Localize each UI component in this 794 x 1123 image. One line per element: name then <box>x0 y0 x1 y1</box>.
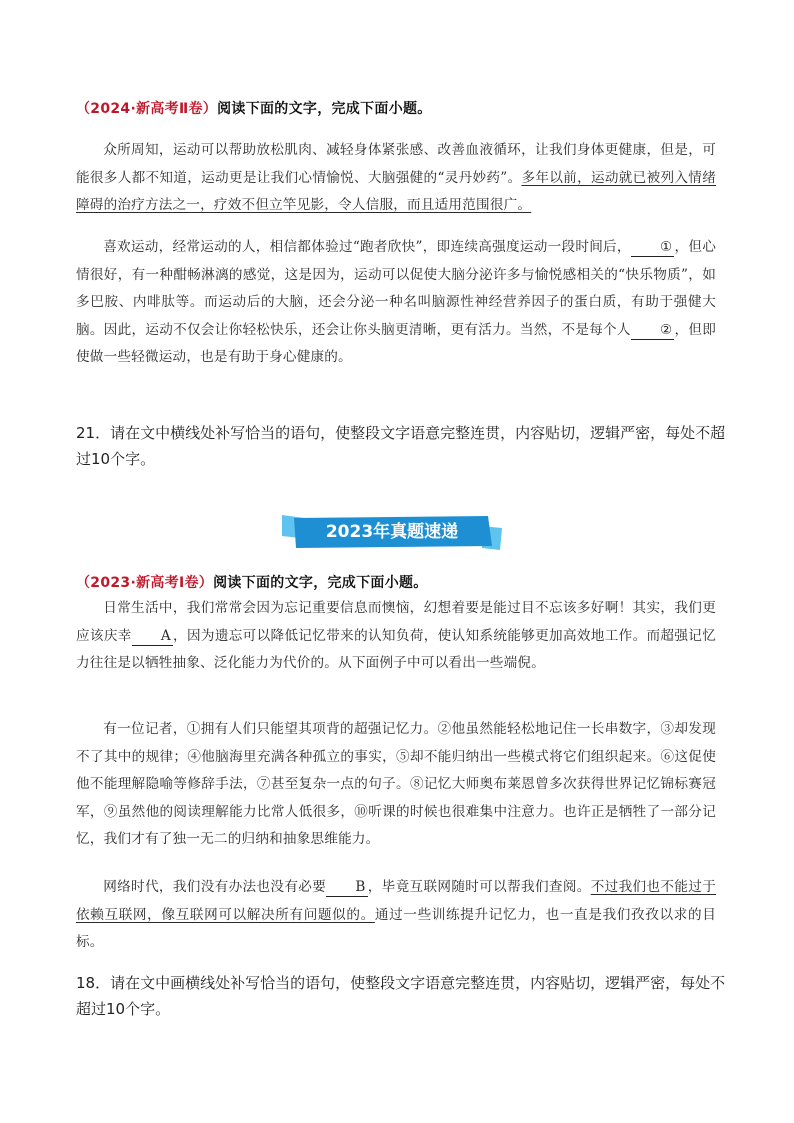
section2-p3-text-c: 通过一些训练提升记忆力，也一直是我们孜孜以求的目标。 <box>76 906 716 950</box>
section1-instruction: 阅读下面的文字，完成下面小题。 <box>217 101 432 117</box>
section2-paragraph3 <box>76 874 716 957</box>
section1-p2-text-a: 喜欢运动，经常运动的人，相信都体验过“跑者欣快”，即连续高强度运动一段时间后， <box>103 239 631 255</box>
section1-paragraph1 <box>76 137 716 220</box>
section2-p1-text-b: ，因为遗忘可以降低记忆带来的认知负荷，使认知系统能够更加高效地工作。而超强记忆力往往是以牺牲抽象、泛化能力为代价的。从下面例子中可以看出一些端倪。 <box>76 627 716 671</box>
section2-p1-text-a: 日常生活中，我们常常会因为忘记重要信息而懊恼，幻想着要是能过目不忘该多好啊！其实，我们更应该庆幸 <box>76 600 716 644</box>
question-21: 21．请在文中横线处补写恰当的语句，使整段文字语意完整连贯，内容贴切，逻辑严密，每处不超过10个字。 <box>76 424 726 468</box>
blank-B: B <box>326 878 367 897</box>
blank-A: A <box>132 627 173 646</box>
section2-header <box>76 572 428 592</box>
year-banner <box>282 512 502 552</box>
blank-2: ② <box>631 321 675 340</box>
banner-label: 2023年真题速递 <box>325 522 459 542</box>
question-18: 18．请在文中画横线处补写恰当的语句，使整段文字语意完整连贯，内容贴切，逻辑严密，每处不超过10个字。 <box>76 974 726 1018</box>
section2-instruction: 阅读下面的文字，完成下面小题。 <box>213 575 428 591</box>
section1-p1-underlined: 多年以前，运动就已被列入情绪障碍的治疗方法之一，疗效不但立竿见影，令人信服，而且适用范围很广。 <box>76 169 716 213</box>
section1-p2-text-c: ，但即使做一些轻微运动，也是有助于身心健康的。 <box>76 321 717 365</box>
section2-paragraph1 <box>76 595 716 678</box>
section2-paragraph2: 有一位记者，①拥有人们只能望其项背的超强记忆力。②他虽然能轻松地记住一长串数字，③却发现不了其中的规律；④他脑海里充满各种孤立的事实，⑤却不能归纳出一些模式将它们组织起来。⑥这促使他不能理解隐喻等修辞手法，⑦甚至复杂一点的句子。⑧记忆大师奥布莱恩曾多次获得世界记忆锦标赛冠军，⑨虽然他的阅读理解能力比常人低很多，⑩听课的时候也很难集中注意力。也许正是牺牲了一部分记忆，我们才有了独一无二的归纳和抽象思维能力。 <box>76 721 716 847</box>
section2-p3-underlined: 不过我们也不能过于依赖互联网，像互联网可以解决所有问题似的。 <box>76 879 717 923</box>
section2-p3-text-b: ，毕竟互联网随时可以帮我们查阅。 <box>367 879 591 895</box>
section2-source: （2023·新高考Ⅰ卷） <box>76 575 214 591</box>
blank-1: ① <box>631 238 675 257</box>
section1-header <box>76 98 432 118</box>
section1-p1-text: 众所周知，运动可以帮助放松肌肉、减轻身体紧张感、改善血液循环，让我们身体更健康，但是，可能很多人都不知道，运动更是让我们心情愉悦、大脑强健的“灵丹妙药”。 <box>76 142 716 186</box>
section1-p2-text-b: ，但心情很好，有一种酣畅淋漓的感觉，这是因为，运动可以促使大脑分泌许多与愉悦感相关的“快乐物质”，如多巴胺、内啡肽等。而运动后的大脑，还会分泌一种名叫脑源性神经营养因子的蛋白质，有助于强健大脑。因此，运动不仅会让你轻松快乐，还会让你头脑更清晰，更有活力。当然，不是每个人 <box>76 239 716 338</box>
section1-paragraph2 <box>76 234 716 372</box>
section1-source: （2024·新高考Ⅱ卷） <box>76 101 218 117</box>
section2-p3-text-a: 网络时代，我们没有办法也没有必要 <box>103 879 327 895</box>
